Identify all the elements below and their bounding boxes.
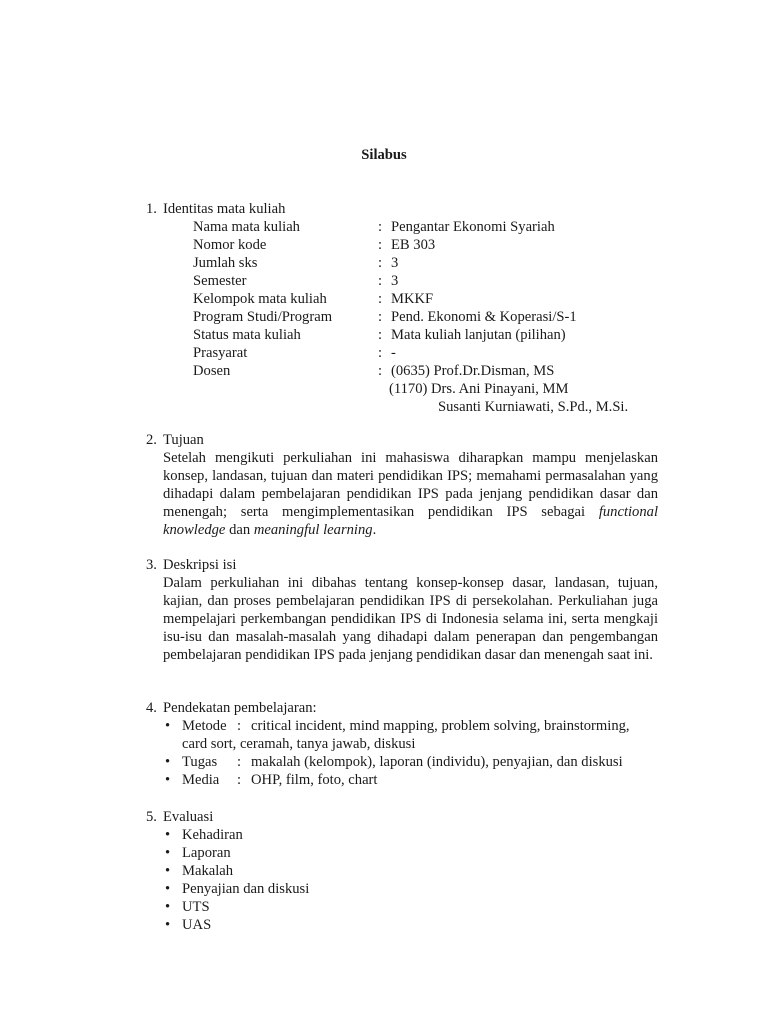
section-heading [146, 431, 658, 449]
bullet-icon: • [165, 718, 171, 734]
identity-label: Dosen [193, 363, 231, 379]
identity-label: Nama mata kuliah [193, 219, 300, 235]
identity-colon: : [378, 237, 383, 253]
approach-list [146, 717, 658, 789]
identity-colon: : [378, 345, 383, 361]
bullet-icon: • [165, 827, 171, 843]
section-heading [146, 808, 658, 826]
evaluation-item [163, 826, 658, 844]
identity-colon: : [378, 219, 383, 235]
identity-row [193, 236, 658, 254]
section-identitas [146, 200, 658, 416]
term-functional-knowledge: functional knowledge [163, 504, 658, 538]
section-number: 2. [146, 432, 157, 448]
approach-label: Metode [182, 718, 227, 734]
identity-label: Jumlah sks [193, 255, 258, 271]
identity-label: Nomor kode [193, 237, 267, 253]
identity-label: Status mata kuliah [193, 327, 301, 343]
bullet-icon: • [165, 845, 171, 861]
tujuan-text: Setelah mengikuti perkuliahan ini mahasiswa diharapkan mampu menjelaskan konsep, landasan, tujuan dan materi pendidikan IPS; memahami permasalahan yang dihadapi dalam pembelajaran pendidikan IPS pada jenjang pendidikan dasar dan menengah; serta mengimplementasikan pendidikan IPS sebagai [163, 450, 658, 520]
identity-value: EB 303 [391, 237, 436, 253]
evaluation-item [163, 862, 658, 880]
dosen-line: (1170) Drs. Ani Pinayani, MM [389, 381, 569, 397]
section-pendekatan [146, 699, 658, 789]
term-meaningful-learning: meaningful learning [253, 522, 373, 538]
identity-value: 3 [391, 255, 399, 271]
approach-value-continued: card sort, ceramah, tanya jawab, diskusi [182, 736, 416, 752]
identity-colon: : [378, 327, 383, 343]
section-tujuan [146, 431, 658, 539]
bullet-icon: • [165, 881, 171, 897]
evaluation-item-label: UTS [182, 899, 210, 915]
approach-value: critical incident, mind mapping, problem solving, brainstorming, [251, 718, 630, 734]
section-number: 1. [146, 201, 157, 217]
identity-colon: : [378, 363, 383, 379]
identity-row [193, 308, 658, 326]
approach-value: OHP, film, foto, chart [251, 772, 378, 788]
bullet-icon: • [165, 772, 171, 788]
identity-colon: : [378, 309, 383, 325]
evaluation-item-label: Kehadiran [182, 827, 243, 843]
approach-colon: : [237, 754, 242, 770]
deskripsi-paragraph: Dalam perkuliahan ini dibahas tentang konsep-konsep dasar, landasan, tujuan, kajian, dan proses pembelajaran pendidikan IPS di persekolahan. Perkuliahan juga mempelajari perkembangan pendidikan IPS di Indonesia selama ini, serta mengkaji isu-isu dan masalah-masalah yang dihadapi dalam penerapan dan pengembangan pembelajaran pendidikan IPS pada jenjang pendidikan dasar dan menengah saat ini. [163, 575, 658, 663]
approach-item-tugas [163, 753, 658, 771]
approach-value: makalah (kelompok), laporan (individu), penyajian, dan diskusi [251, 754, 623, 770]
evaluation-item-label: Laporan [182, 845, 231, 861]
section-title: Deskripsi isi [163, 557, 237, 573]
identity-value: - [391, 345, 396, 361]
section-title: Identitas mata kuliah [163, 201, 286, 217]
identity-value: MKKF [391, 291, 434, 307]
bullet-icon: • [165, 754, 171, 770]
evaluation-item [163, 916, 658, 934]
identity-value: (0635) Prof.Dr.Disman, MS [391, 363, 555, 379]
identity-row [193, 254, 658, 272]
evaluation-item-label: Penyajian dan diskusi [182, 881, 310, 897]
identity-row [193, 362, 658, 380]
bullet-icon: • [165, 917, 171, 933]
identity-row [193, 290, 658, 308]
approach-label: Media [182, 772, 220, 788]
identity-label: Program Studi/Program [193, 309, 333, 325]
identity-row [193, 344, 658, 362]
section-number: 4. [146, 700, 157, 716]
section-heading [146, 200, 658, 218]
identity-table [193, 218, 658, 416]
evaluation-item [163, 898, 658, 916]
connector-text: dan [229, 522, 251, 538]
section-heading [146, 699, 658, 717]
bullet-icon: • [165, 899, 171, 915]
evaluation-item [163, 880, 658, 898]
section-deskripsi [146, 556, 658, 664]
identity-colon: : [378, 273, 383, 289]
document-title: Silabus [361, 147, 407, 163]
approach-item-media [163, 771, 658, 789]
sentence-end: . [372, 522, 377, 538]
approach-item-metode [163, 717, 658, 753]
evaluation-item-label: UAS [182, 917, 212, 933]
identity-row [193, 326, 658, 344]
section-title: Pendekatan pembelajaran: [163, 700, 317, 716]
identity-label: Kelompok mata kuliah [193, 291, 327, 307]
tujuan-paragraph [163, 449, 658, 539]
section-heading [146, 556, 658, 574]
identity-label: Semester [193, 273, 247, 289]
identity-value: Pengantar Ekonomi Syariah [391, 219, 555, 235]
identity-row [193, 218, 658, 236]
evaluation-list [146, 826, 658, 934]
identity-label: Prasyarat [193, 345, 248, 361]
section-evaluasi [146, 808, 658, 934]
approach-colon: : [237, 772, 242, 788]
identity-colon: : [378, 291, 383, 307]
dosen-line: Susanti Kurniawati, S.Pd., M.Si. [438, 399, 629, 415]
approach-label: Tugas [182, 754, 218, 770]
evaluation-item [163, 844, 658, 862]
approach-colon: : [237, 718, 242, 734]
bullet-icon: • [165, 863, 171, 879]
identity-row [193, 272, 658, 290]
identity-colon: : [378, 255, 383, 271]
section-number: 3. [146, 557, 157, 573]
evaluation-item-label: Makalah [182, 863, 234, 879]
identity-value: Pend. Ekonomi & Koperasi/S-1 [391, 309, 577, 325]
section-title: Evaluasi [163, 809, 214, 825]
section-title: Tujuan [163, 432, 204, 448]
identity-value: 3 [391, 273, 399, 289]
section-number: 5. [146, 809, 157, 825]
identity-value: Mata kuliah lanjutan (pilihan) [391, 327, 566, 343]
